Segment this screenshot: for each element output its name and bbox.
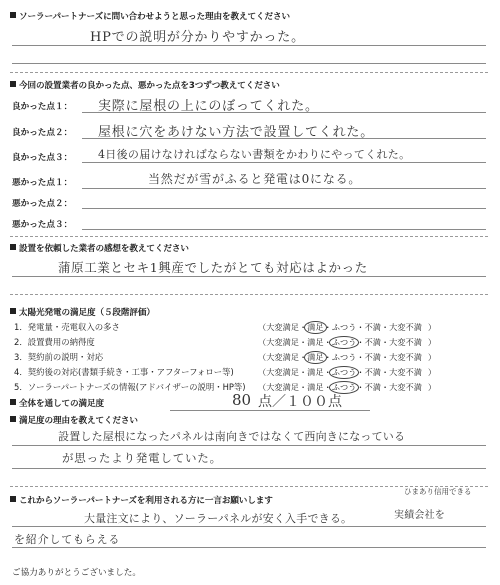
scale-separator: ・ — [380, 337, 390, 347]
scale-option[interactable]: ふつう — [331, 322, 357, 332]
scale-option[interactable]: 満足 — [307, 382, 324, 392]
scale-separator: ・ — [323, 382, 332, 392]
answer-underline — [82, 229, 486, 230]
scale-close-paren: ） — [427, 367, 437, 377]
scale-separator: ・ — [298, 337, 308, 347]
scale-option[interactable]: 大変不満 — [389, 337, 422, 347]
answer-underline — [12, 45, 486, 46]
satisfaction-item-label: 2．設置費用の納得度 — [14, 337, 95, 347]
scale-option[interactable]: 満足 — [307, 337, 324, 347]
satisfaction-reason-line-2: が思ったより発電していた。 — [62, 451, 222, 465]
scale-option[interactable]: 不満 — [364, 352, 381, 362]
section-divider — [10, 72, 488, 73]
impression-answer: 蒲原工業とセキ1興産でしたがとても対応はよかった — [58, 260, 368, 275]
section-title-impression: 設置を依頼した業者の感想を教えてください — [10, 242, 189, 254]
scale-option-selected[interactable]: 満足 — [304, 321, 326, 334]
scale-separator: ・ — [323, 367, 332, 377]
scale-option[interactable]: 不満 — [364, 337, 381, 347]
scale-option[interactable]: 大変不満 — [389, 367, 422, 377]
scale-separator: ・ — [323, 352, 332, 362]
scale-separator: ・ — [323, 322, 332, 332]
score-underline — [170, 410, 370, 411]
bad-point-1-label: 悪かった点１： — [12, 178, 73, 188]
answer-underline — [12, 445, 486, 446]
scale-option[interactable]: 大変不満 — [389, 322, 422, 332]
scale-open-paren: （ — [258, 337, 267, 347]
satisfaction-reason-line-1: 設置した屋根になったパネルは南向きではなくて西向きになっている — [58, 430, 406, 443]
scale-option-selected[interactable]: 満足 — [304, 351, 326, 364]
scale-separator: ・ — [298, 322, 308, 332]
answer-underline — [82, 162, 486, 163]
good-point-3-answer: 4日後の届けなければならない書類をかわりにやってくれた。 — [98, 148, 411, 161]
scale-separator: ・ — [323, 337, 332, 347]
section-title-message: これからソーラーパートナーズを利用される方に一言お願いします — [10, 494, 273, 506]
section-title-satisfaction: 太陽光発電の満足度（５段階評価） — [10, 306, 155, 318]
message-line-1: 大量注文により、ソーラーパネルが安く入手できる。 — [84, 512, 353, 525]
scale-option-selected[interactable]: ふつう — [329, 366, 360, 379]
section-title-good-bad: 今回の設置業者の良かった点、悪かった点を3つずつ教えてください — [10, 79, 280, 91]
answer-underline — [12, 63, 486, 64]
answer-underline — [82, 138, 486, 139]
scale-option[interactable]: 大変満足 — [266, 322, 299, 332]
bullet-square-icon — [10, 244, 16, 250]
scale-open-paren: （ — [258, 367, 267, 377]
satisfaction-scale — [258, 321, 436, 334]
scale-separator: ・ — [356, 382, 365, 392]
message-line-2: を紹介してもらえる — [14, 533, 121, 546]
scale-close-paren: ） — [427, 352, 437, 362]
scale-separator: ・ — [356, 322, 365, 332]
section-divider — [10, 236, 488, 237]
message-note: ひまあり信用できる — [404, 487, 472, 496]
scale-option[interactable]: ふつう — [331, 352, 357, 362]
bullet-square-icon — [10, 496, 16, 502]
scale-close-paren: ） — [427, 382, 437, 392]
scale-separator: ・ — [380, 322, 390, 332]
section-title-satisfaction-reason: 満足度の理由を教えてください — [10, 414, 138, 426]
answer-underline — [12, 547, 486, 548]
scale-option[interactable]: 不満 — [364, 322, 381, 332]
bad-point-3-label: 悪かった点３： — [12, 220, 73, 230]
scale-open-paren: （ — [258, 352, 267, 362]
scale-separator: ・ — [380, 367, 390, 377]
bad-point-2-label: 悪かった点２： — [12, 199, 73, 209]
satisfaction-item-label: 3．契約前の説明・対応 — [14, 352, 104, 362]
scale-option[interactable]: 満足 — [307, 367, 324, 377]
scale-option[interactable]: 大変不満 — [389, 382, 422, 392]
scale-option[interactable]: 大変不満 — [389, 352, 422, 362]
good-point-3-label: 良かった点３： — [12, 153, 73, 163]
good-point-1-label: 良かった点１： — [12, 102, 73, 112]
scale-option-selected[interactable]: ふつう — [329, 336, 360, 349]
section-divider — [10, 294, 488, 295]
scale-separator: ・ — [356, 367, 365, 377]
scale-option[interactable]: 不満 — [364, 367, 381, 377]
overall-score-suffix: 点／１００点 — [258, 394, 342, 410]
overall-score: 80 — [232, 391, 252, 409]
answer-underline — [82, 208, 486, 209]
answer-underline — [82, 188, 486, 189]
scale-option[interactable]: 大変満足 — [266, 352, 299, 362]
satisfaction-scale — [258, 336, 436, 349]
scale-option[interactable]: 不満 — [364, 382, 381, 392]
answer-underline — [12, 468, 486, 469]
scale-separator: ・ — [380, 352, 390, 362]
good-point-1-answer: 実際に屋根の上にのぼってくれた。 — [98, 99, 319, 114]
scale-option[interactable]: 大変満足 — [266, 367, 299, 377]
scale-separator: ・ — [298, 382, 308, 392]
bad-point-1-answer: 当然だが雪がふると発電は0になる。 — [148, 172, 362, 186]
scale-open-paren: （ — [258, 382, 267, 392]
scale-separator: ・ — [356, 337, 365, 347]
scale-separator: ・ — [298, 352, 308, 362]
satisfaction-item-label: 1．発電量・売電収入の多さ — [14, 322, 120, 332]
bullet-square-icon — [10, 399, 16, 405]
scale-option[interactable]: 大変満足 — [266, 337, 299, 347]
good-point-2-answer: 屋根に穴をあけない方法で設置してくれた。 — [98, 125, 375, 140]
answer-underline — [12, 526, 486, 527]
scale-close-paren: ） — [427, 322, 437, 332]
contact-reason-answer: HPでの説明が分かりやすかった。 — [90, 30, 305, 45]
satisfaction-item-label: 4．契約後の対応(書類手続き・工事・アフターフォロー等) — [14, 367, 234, 377]
section-title-contact-reason: ソーラーパートナーズに問い合わせようと思った理由を教えてください — [10, 10, 290, 22]
message-line-1-tail: 実績会社を — [394, 510, 445, 521]
scale-separator: ・ — [380, 382, 390, 392]
answer-underline — [82, 112, 486, 113]
scale-open-paren: （ — [258, 322, 267, 332]
scale-option-selected[interactable]: ふつう — [329, 381, 360, 394]
bullet-square-icon — [10, 308, 16, 314]
bullet-square-icon — [10, 81, 16, 87]
scale-separator: ・ — [298, 367, 308, 377]
section-title-overall: 全体を通しての満足度 — [10, 397, 104, 409]
satisfaction-scale — [258, 366, 436, 379]
answer-underline — [12, 276, 486, 277]
closing-thanks: ご協力ありがとうございました。 — [12, 568, 141, 578]
scale-separator: ・ — [356, 352, 365, 362]
bullet-square-icon — [10, 416, 16, 422]
satisfaction-scale — [258, 351, 436, 364]
good-point-2-label: 良かった点２： — [12, 128, 73, 138]
satisfaction-item-label: 5．ソーラーパートナーズの情報(アドバイザーの説明・HP等) — [14, 382, 246, 392]
scale-close-paren: ） — [427, 337, 437, 347]
bullet-square-icon — [10, 12, 16, 18]
scale-option[interactable]: 大変満足 — [266, 382, 299, 392]
